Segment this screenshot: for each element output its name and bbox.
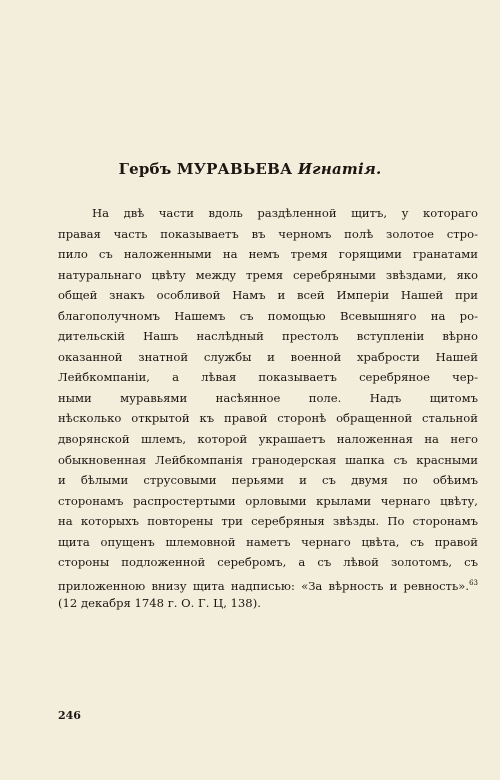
text-line: оказанной знатной службы и военной храбрости Нашей — [58, 349, 478, 364]
text-line: стороны подложенной серебромъ, а съ лѣвой золотомъ, съ — [58, 555, 478, 570]
text-line: обыкновенная Лейбкомпанія гранодерская шапка съ красными — [58, 452, 478, 467]
text-line-with-footnote — [58, 573, 478, 594]
text-line: и бѣлыми струсовыми перьями и съ двумя по обѣимъ — [58, 473, 478, 488]
text-line: дительскій Нашъ наслѣдный престолъ вступленіи вѣрно — [58, 329, 478, 344]
text-line: общей знакъ особливой Намъ и всей Имперіи Нашей при — [58, 288, 478, 303]
title-given-name: Игнатія. — [297, 160, 382, 178]
text-line: дворянской шлемъ, которой украшаетъ наложенная на него — [58, 432, 478, 447]
text-line: Лейбкомпаніи, а лѣвая показываетъ серебряное чер- — [58, 370, 478, 385]
title-surname: МУРАВЬЕВА — [176, 160, 293, 178]
text-line: ными муравьями насѣянное поле. Надъ щитомъ — [58, 390, 478, 405]
text-line: на которыхъ повторены три серебряныя звѣзды. По сторонамъ — [58, 514, 478, 529]
text-line: нѣсколько открытой къ правой сторонѣ обращенной стальной — [58, 411, 478, 426]
footnote-marker: 63 — [469, 578, 478, 587]
page-title — [0, 160, 500, 178]
text-line: На двѣ части вдоль раздѣленной щитъ, у котораго — [92, 206, 478, 220]
text-line: щита опущенъ шлемовной наметъ чернаго цвѣта, съ правой — [58, 534, 478, 549]
text-line-content: приложенною внизу щита надписью: «За вѣрность и ревность». — [58, 578, 470, 593]
text-line: правая часть показываетъ въ черномъ полѣ золотое стро- — [58, 226, 478, 241]
text-line: сторонамъ распростертыми орловыми крылами чернаго цвѣту, — [58, 493, 478, 508]
text-line: натуральнаго цвѣту между тремя серебряными звѣздами, яко — [58, 267, 478, 282]
page-number: 246 — [58, 709, 81, 722]
title-prefix: Гербъ — [118, 160, 172, 178]
coat-of-arms-description — [58, 203, 478, 614]
text-line: пило съ наложенными на немъ тремя горящими гранатами — [58, 247, 478, 262]
text-line-citation: (12 декабря 1748 г. О. Г. Ц, 138). — [58, 596, 261, 611]
text-line: благополучномъ Нашемъ съ помощью Всевышняго на ро- — [58, 308, 478, 323]
